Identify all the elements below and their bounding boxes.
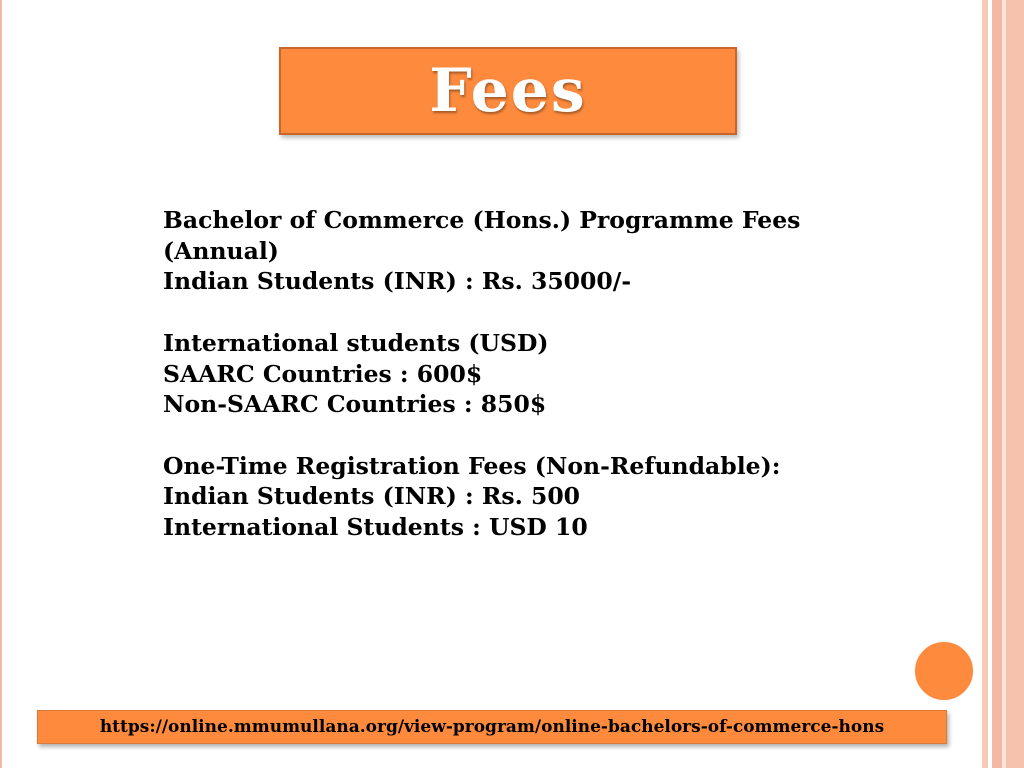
spacer [163, 297, 883, 328]
decorative-stripe [1006, 0, 1024, 768]
registration-indian: Indian Students (INR) : Rs. 500 [163, 482, 581, 511]
indian-annual-fee: Indian Students (INR) : Rs. 35000/- [163, 267, 632, 296]
spacer [163, 420, 883, 451]
decorative-circle [913, 640, 975, 702]
footer-url-bar [37, 710, 947, 744]
international-heading: International students (USD) [163, 328, 549, 357]
registration-heading: One-Time Registration Fees (Non-Refundable): [163, 451, 781, 480]
fees-content [163, 205, 883, 543]
non-saarc-fee: Non-SAARC Countries : 850$ [163, 390, 547, 419]
footer-url-link[interactable]: https://online.mmumullana.org/view-program/online-bachelors-of-commerce-hons [99, 717, 885, 737]
registration-international: International Students : USD 10 [163, 513, 588, 541]
decorative-stripe [992, 0, 1002, 768]
programme-heading: Bachelor of Commerce (Hons.) Programme Fees [163, 206, 801, 234]
programme-heading-annual: (Annual) [163, 236, 279, 265]
slide-title: Fees [429, 56, 587, 126]
title-banner [279, 47, 737, 135]
saarc-fee: SAARC Countries : 600$ [163, 359, 483, 388]
